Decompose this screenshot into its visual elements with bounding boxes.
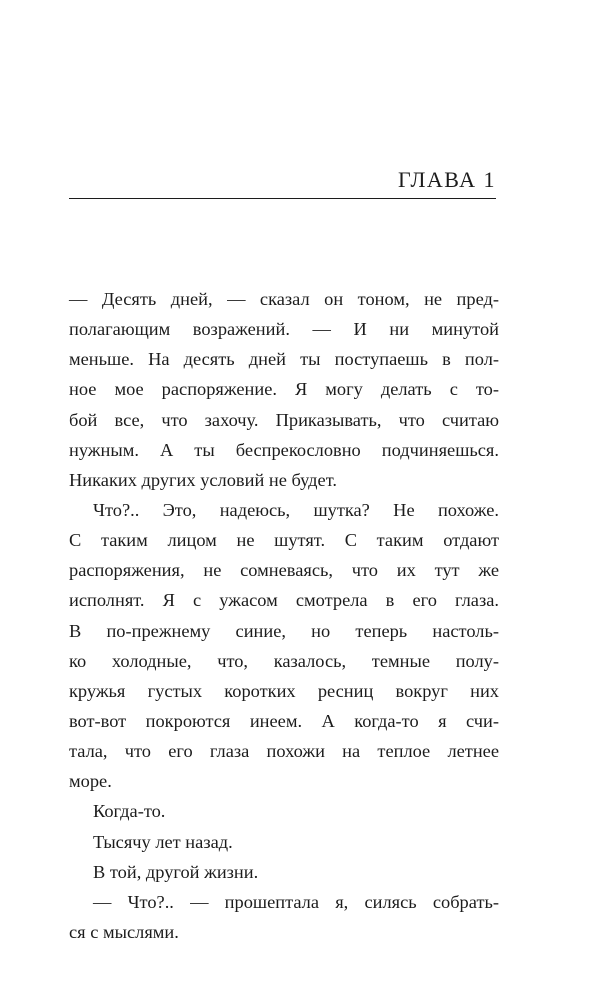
text-line: Что?.. Это, надеюсь, шутка? Не похоже. bbox=[93, 499, 499, 520]
text-line: меньше. На десять дней ты поступаешь в пол- bbox=[69, 349, 499, 370]
paragraph bbox=[69, 796, 499, 826]
text-line: вот-вот покроются инеем. А когда-то я счи- bbox=[69, 710, 499, 731]
text-line: тала, что его глаза похожи на теплое летнее bbox=[69, 741, 499, 762]
header-divider bbox=[69, 198, 496, 199]
text-line: ное мое распоряжение. Я могу делать с то- bbox=[69, 379, 499, 400]
paragraph bbox=[69, 284, 499, 495]
text-line: море. bbox=[69, 771, 112, 792]
paragraph bbox=[69, 887, 499, 947]
chapter-title: ГЛАВА 1 bbox=[397, 167, 496, 192]
paragraph bbox=[69, 495, 499, 796]
text-line: распоряжения, не сомневаясь, что их тут же bbox=[69, 560, 499, 581]
text-line: нужным. А ты беспрекословно подчиняешься. bbox=[69, 439, 499, 460]
text-line: — Что?.. — прошептала я, силясь собрать- bbox=[93, 891, 499, 912]
text-line: В по-прежнему синие, но теперь настоль- bbox=[69, 620, 499, 641]
text-line: Никаких других условий не будет. bbox=[69, 469, 337, 490]
paragraph bbox=[69, 827, 499, 857]
text-line: ся с мыслями. bbox=[69, 921, 179, 942]
body-text bbox=[69, 284, 499, 947]
text-line: бой все, что захочу. Приказывать, что считаю bbox=[69, 409, 499, 430]
text-line: — Десять дней, — сказал он тоном, не пред- bbox=[69, 289, 499, 309]
text-line: Тысячу лет назад. bbox=[93, 831, 233, 852]
text-line: В той, другой жизни. bbox=[93, 861, 259, 882]
text-line: С таким лицом не шутят. С таким отдают bbox=[69, 530, 499, 551]
paragraph bbox=[69, 857, 499, 887]
text-line: полагающим возражений. — И ни минутой bbox=[69, 319, 499, 340]
text-line: кружья густых коротких ресниц вокруг них bbox=[69, 680, 499, 701]
text-line: Когда-то. bbox=[93, 801, 166, 822]
text-line: ко холодные, что, казалось, темные полу- bbox=[69, 650, 499, 671]
text-line: исполнят. Я с ужасом смотрела в его глаза. bbox=[69, 590, 499, 611]
